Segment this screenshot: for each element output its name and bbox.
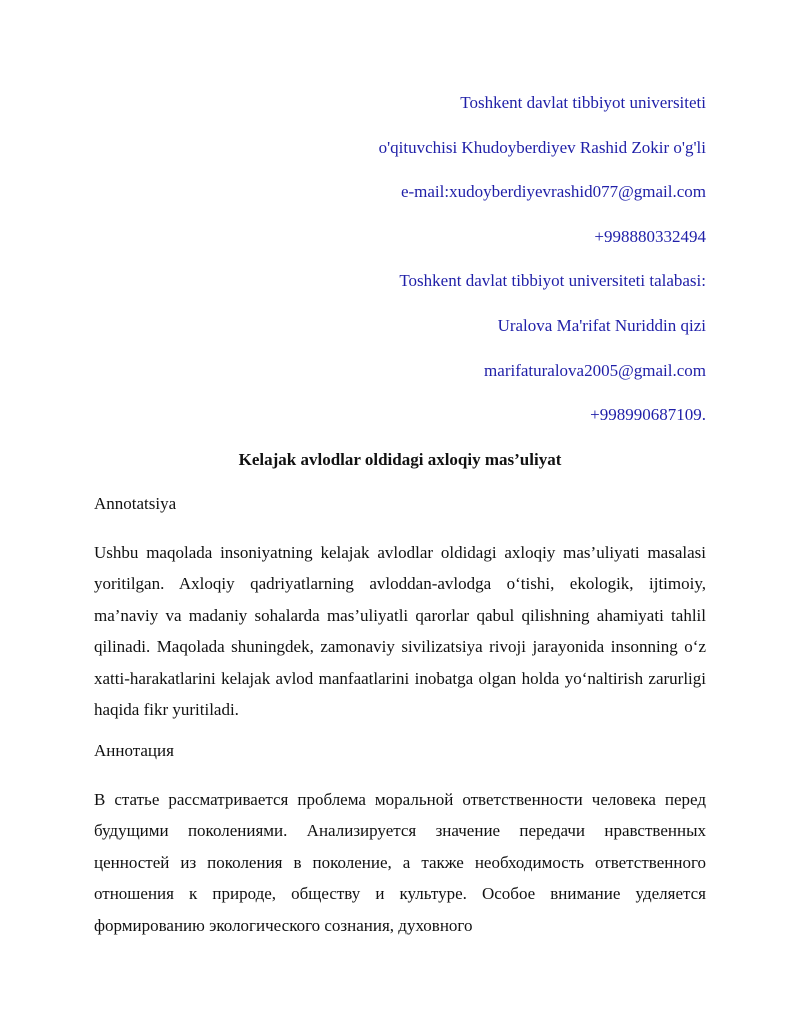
author-student-email: marifaturalova2005@gmail.com bbox=[484, 360, 706, 380]
document-page bbox=[94, 92, 706, 955]
author-info-block bbox=[94, 92, 706, 426]
annotation-ru-text: В статье рассматривается проблема моральной ответственности человека перед будущими поколениями. Анализируется значение передачи нравственных ценностей из поколения в поколение, а также необходимость ответственного отношения к природе, обществу и культуре. Особое внимание уделяется формированию экологического сознания, духовного bbox=[94, 789, 706, 935]
author-teacher-name: o'qituvchisi Khudoyberdiyev Rashid Zokir o'g'li bbox=[378, 137, 706, 157]
article-title: Kelajak avlodlar oldidagi axloqiy mas’uliyat bbox=[238, 449, 562, 469]
annotation-ru-heading: Аннотация bbox=[94, 740, 174, 760]
author-student-phone: +998990687109. bbox=[590, 405, 706, 425]
annotation-uz-heading: Annotatsiya bbox=[94, 493, 177, 513]
author-student-university: Toshkent davlat tibbiyot universiteti talabasi: bbox=[399, 271, 706, 291]
author-student-name: Uralova Ma'rifat Nuriddin qizi bbox=[497, 315, 706, 335]
author-teacher-email: e-mail:xudoyberdiyevrashid077@gmail.com bbox=[400, 182, 706, 202]
author-teacher-phone: +998880332494 bbox=[594, 226, 706, 246]
author-university: Toshkent davlat tibbiyot universiteti bbox=[460, 93, 706, 112]
annotation-uz-text: Ushbu maqolada insoniyatning kelajak avlodlar oldidagi axloqiy mas’uliyati masalasi yoritilgan. Axloqiy qadriyatlarning avloddan-avlodga o‘tishi, ekologik, ijtimoiy, ma’naviy va madaniy sohalarda mas’uliyatli qarorlar qabul qilishning ahamiyati tahlil qilinadi. Maqolada shuningdek, zamonaviy sivilizatsiya rivoji jarayonida insonning o‘z xatti-harakatlarini kelajak avlod manfaatlarini inobatga olgan holda yo‘naltirish zarurligi haqida fikr yuritiladi. bbox=[94, 542, 706, 720]
